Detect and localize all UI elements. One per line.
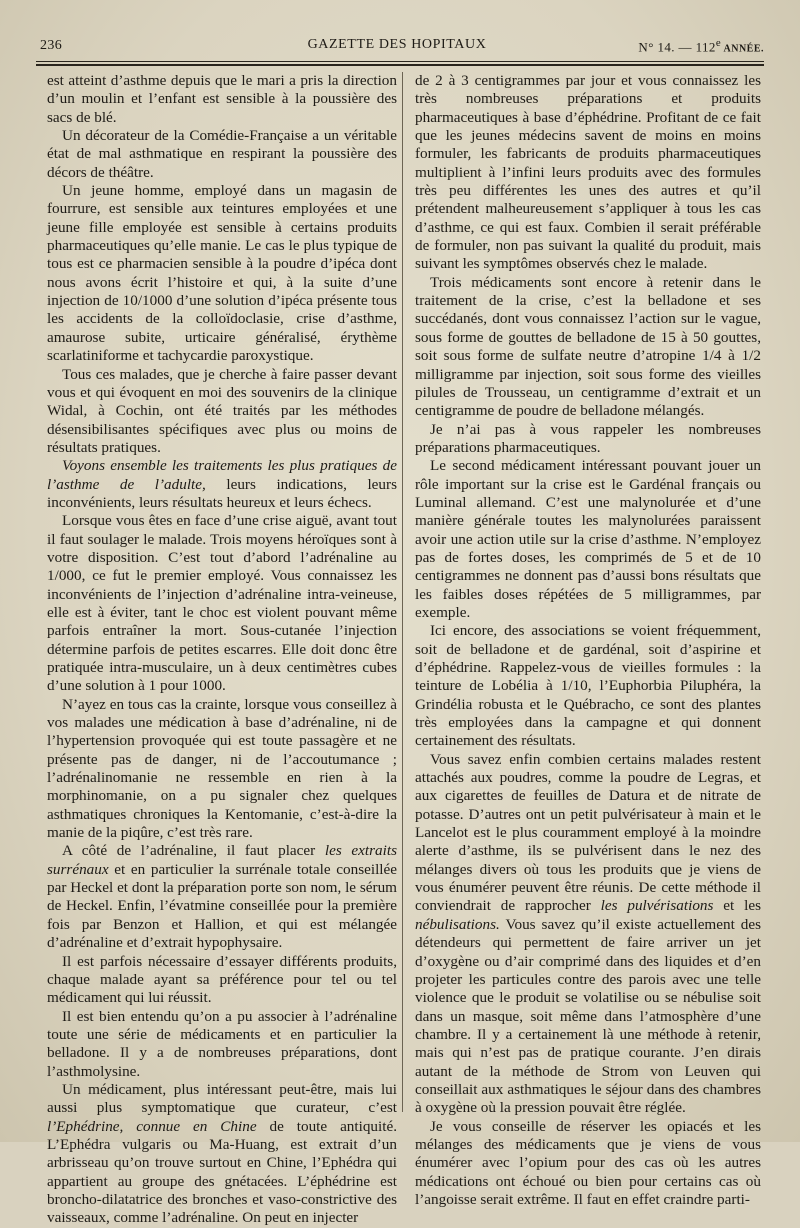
paragraph: Le second médicament intéressant pouvant jouer un rôle important sur la crise est le Gardénal français ou Luminal allemand. C’est une malynolurée et d’une manière générale toutes les malynolurées paraissent avoir une action utile sur la crise d’asthme. N’employez pas de fortes doses, les comprimés de 5 et de 10 centigrammes ne donnent pas d’aussi bons résultats que les faibles doses répétées de 5 milligrammes, par exemple.: [415, 457, 761, 621]
header-rule: [36, 61, 764, 62]
italic-phrase: les pulvérisations: [600, 897, 714, 915]
paragraph: Je vous conseille de réserver les opiacés et les mélanges des médicaments que je viens de vous énumérer avec l’opium pour des cas où les autres médications ont échoué ou bien pour certains cas où l’angoisse serait extrême. Il faut en effet craindre parti-: [415, 1117, 761, 1208]
italic-phrase: Voyons ensemble les traitements les plus pratiques de l’asthme de l’adulte,: [47, 457, 397, 493]
left-column: [47, 72, 397, 1228]
issue-info: [638, 37, 764, 55]
paragraph: Trois médicaments sont encore à retenir dans le traitement de la crise, c’est la belladone et ses succédanés, dont vous connaissez l’action sur le vague, sous forme de gouttes de belladone de 15 à 50 gouttes, soit sous forme de sulfate neutre d’atropine 1/4 à 1/2 milligramme par injection, soit sous forme des vieilles pilules de Trousseau, un centigramme d’extrait et un centigramme de poudre de belladone mélangés.: [415, 273, 761, 420]
paragraph-text: A côté de l’adrénaline, il faut placer: [62, 842, 325, 860]
paragraph-text: de toute antiquité. L’Ephédra vulgaris ou Ma-Huang, est extrait d’un arbrisseau qu’on trouve surtout en Chine, l’Ephédra qui appartient au groupe des gnétacées. L’éphédrine est broncho-dilatatrice des bronches et vaso-constrictive des vaisseaux, comme l’adrénaline. On peut en injecter: [47, 1117, 398, 1227]
paragraph-text: et en particulier la surrénale totale conseillée par Heckel et dont la préparation porte son nom, le sérum de Heckel. Enfin, l’évatmine conseillée pour la première fois par Benzon et Hallion, et qui est mélangée d’adrénaline et d’extrait hypophysaire.: [47, 860, 397, 952]
paragraph: Lorsque vous êtes en face d’une crise aiguë, avant tout il faut soulager le malade. Trois moyens héroïques sont à votre disposition. C’est tout d’abord l’adrénaline au 1/000, ce fut le premier employé. Vous connaissez les inconvénients de l’injection d’adrénaline intra-veineuse, elle est à éviter, tant le choc est violent pouvant même parfois entraîner la mort. Sous-cutanée l’injection détermine parfois de petites escarres. Elle doit donc être pratiquée intra-musculaire, un à deux centimètres cubes d’une solution à 1 pour 1000.: [47, 512, 397, 695]
paragraph-text: Vous savez qu’il existe actuellement des détendeurs qui permettent de faire arriver un jet d’oxygène ou d’air comprimé dans des liquides et d’en projeter les particules contre des parois avec une telle violence que le produit se volatilise ou se nébulise soit dans un masque, soit même dans l’atmosphère d’une chambre. Il y a certainement là une méthode à retenir, mais qui n’est pas de pratique courante. J’en dirais autant de la méthode de Strom von Leuven qui conseillait aux asthmatiques le séjour dans des chambres à oxygène où la pression pouvait être réglée.: [415, 915, 761, 1117]
paragraph: est atteint d’asthme depuis que le mari a pris la direction d’un moulin et l’enfant est sensible à la poussière des sacs de blé.: [47, 72, 397, 126]
paragraph: Un décorateur de la Comédie-Française a un véritable état de mal asthmatique en respirant la poussière des décors de théâtre.: [47, 127, 397, 181]
page-number: 236: [40, 38, 63, 53]
paragraph-text: et les: [713, 897, 762, 915]
paragraph: [415, 751, 761, 1118]
paragraph: N’ayez en tous cas la crainte, lorsque vous conseillez à vos malades une médication à base d’adrénaline, ni de l’hypertension provoquée qui est toute passagère et ne présente pas de danger, ni de l’accoutumance ; l’adrénalinomanie ne ressemble en rien à la morphinomanie, on a pu signaler chez quelques asthmatiques chroniques la Kentomanie, c’est-à-dire la manie de la piqûre, c’est très rare.: [47, 695, 397, 842]
issue-superscript: e: [715, 37, 722, 49]
paragraph: Tous ces malades, que je cherche à faire passer devant vous et qui évoquent en moi des souvenirs de la clinique Widal, à Cochin, ont été traités par les méthodes désensibilisantes spécifiques avec plus ou moins de résultats pratiques.: [47, 365, 397, 456]
paragraph: Ici encore, des associations se voient fréquemment, soit de belladone et de gardénal, soit d’aspirine et d’éphédrine. Rappelez-vous de vieilles formules : la teinture de Lobélia à 1/10, l’Euphorbia Piluphéra, la Grindélia robusta et le Québracho, ce sont des plantes très employées dans la campagne et qui donnent certainement des résultats.: [415, 622, 761, 750]
issue-prefix: N° 14. — 112: [638, 39, 716, 55]
paragraph: [47, 457, 397, 512]
italic-phrase: nébulisations.: [415, 915, 500, 933]
paragraph-text: leurs indications, leurs inconvénients, leurs résultats heureux et leurs échecs.: [47, 475, 397, 511]
paragraph: Un jeune homme, employé dans un magasin de fourrure, est sensible aux teintures employées et une jeune fille employée est sensible à certains produits pharmaceutiques qu’elle manie. Le cas le plus typique de tous est ce pharmacien sensible à la poudre d’ipéca dont nous avons écrit l’histoire et qui, à la suite d’une injection de 10/1000 d’une solution d’ipéca présente tous les accidents de la colloïdoclasie, crise d’asthme, amaurose subite, urticaire généralisé, érythème scarlatiniforme et tachycardie paroxystique.: [47, 182, 397, 365]
italic-phrase: l’Ephédrine, connue en Chine: [47, 1117, 257, 1135]
paragraph: Il est parfois nécessaire d’essayer différents produits, chaque malade ayant sa préférence pour tel ou tel médicament qui lui réussit.: [47, 952, 397, 1007]
paragraph: [47, 842, 397, 952]
paragraph: Il est bien entendu qu’on a pu associer à l’adrénaline toute une série de médicaments et en particulier la belladone. Il y a de nombreuses préparations, dont l’asthmolysine.: [47, 1007, 397, 1080]
paragraph: de 2 à 3 centigrammes par jour et vous connaissez les très nombreuses préparations et produits pharmaceutiques à base d’éphédrine. Profitant de ce fait que les jeunes médecins savent de moins en moins formuler, les fabricants de produits pharmaceutiques multiplient à l’infini leurs produits avec des formules très peu différentes les unes des autres et qu’il prétendent malheureusement s’appliquer à tous les cas d’asthme, ce qui est faux. Combien il serait préférable de formuler, non pas suivant la qualité du produit, mais suivant les symptômes observés chez le malade.: [415, 72, 761, 273]
paragraph: [47, 1081, 397, 1228]
running-header: [30, 34, 764, 56]
header-rule-thick: [36, 64, 764, 66]
paragraph-text: Un médicament, plus intéressant peut-être, mais lui aussi plus symptomatique que curateur, c’est: [47, 1080, 397, 1117]
issue-suffix: ANNÉE.: [721, 43, 764, 55]
right-column: [415, 72, 761, 1209]
paragraph-text: Vous savez enfin combien certains malades restent attachés aux poudres, comme la poudre de Legras, et aux cigarettes de feuilles de Datura et de nitrate de potasse. D’autres ont un petit pulvérisateur à main et le Lancelot est le plus couramment employé à la moindre alerte d’asthme, ils se pulvérisent dans le nez des mélanges divers où tous les produits que je viens de vous énumérer peuvent être réunis. De cette méthode il conviendrait de rapprocher: [415, 750, 761, 915]
paragraph: Je n’ai pas à vous rappeler les nombreuses préparations pharmaceutiques.: [415, 420, 761, 456]
column-divider: [402, 72, 403, 1112]
italic-phrase: les extraits surrénaux: [47, 842, 397, 878]
journal-title: GAZETTE DES HOPITAUX: [307, 37, 487, 52]
